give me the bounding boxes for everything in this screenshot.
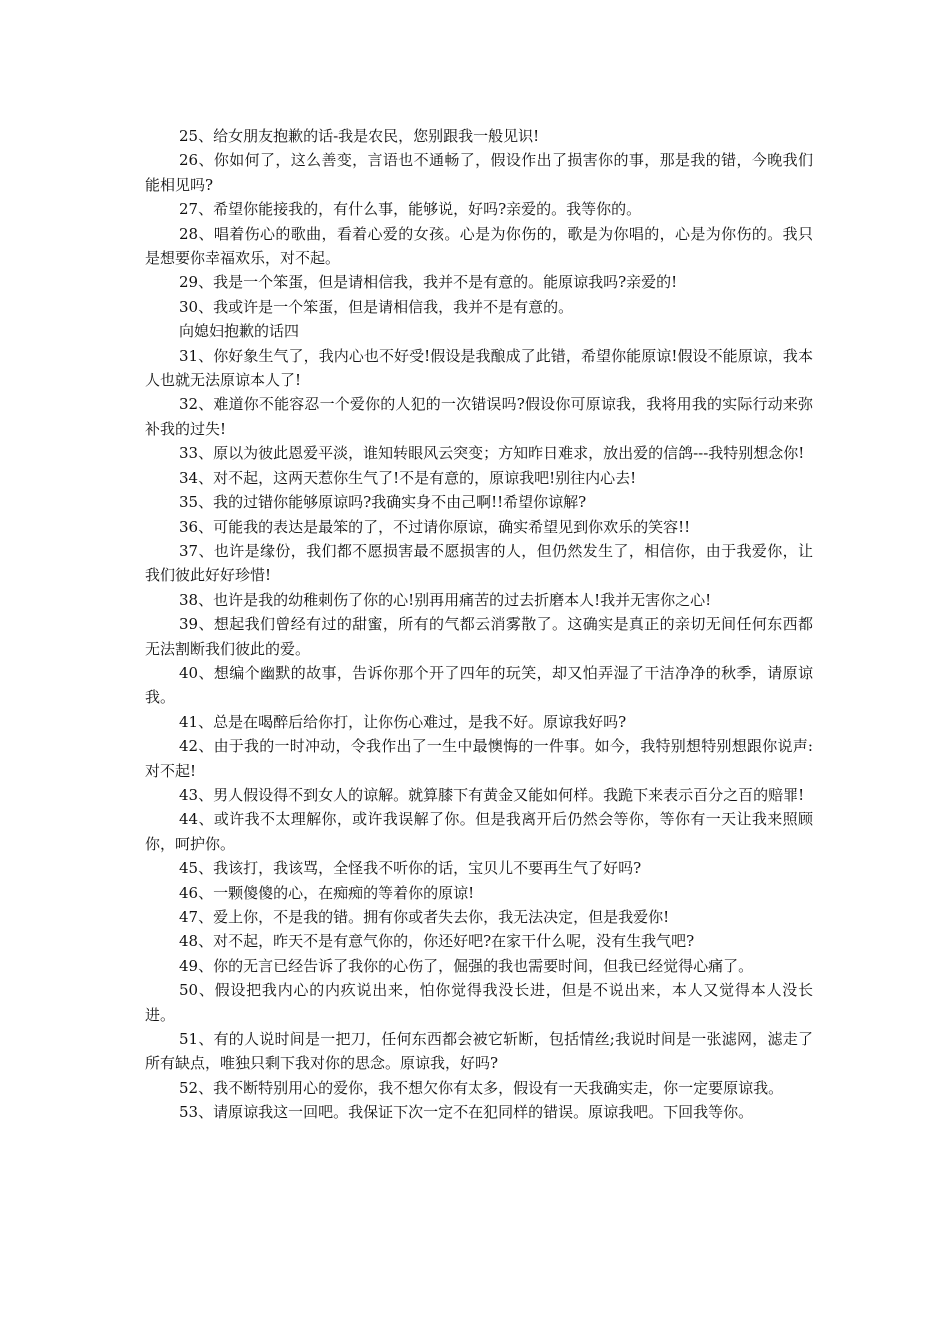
document-paragraph: 37、也许是缘份，我们都不愿损害最不愿损害的人，但仍然发生了，相信你，由于我爱你，让我们彼此好好珍惜!: [145, 541, 813, 585]
document-paragraph: 35、我的过错你能够原谅吗?我确实身不由己啊!!希望你谅解?: [179, 493, 587, 512]
document-paragraph: 53、请原谅我这一回吧。我保证下次一定不在犯同样的错误。原谅我吧。下回我等你。: [179, 1103, 754, 1122]
document-paragraph: 47、爱上你，不是我的错。拥有你或者失去你，我无法决定，但是我爱你!: [179, 908, 670, 926]
document-paragraph: 26、你如何了，这么善变，言语也不通畅了，假设作出了损害你的事，那是我的错，今晚我们能相见吗?: [145, 151, 813, 194]
document-paragraph: 51、有的人说时间是一把刀，任何东西都会被它斩断，包括情丝;我说时间是一张滤网，滤走了所有缺点，唯独只剩下我对你的思念。原谅我，好吗?: [145, 1030, 813, 1073]
document-paragraph: 30、我或许是一个笨蛋，但是请相信我，我并不是有意的。: [179, 297, 574, 316]
document-paragraph: 42、由于我的一时冲动，令我作出了一生中最懊悔的一件事。如今，我特别想特别想跟你说声:对不起!: [145, 737, 813, 780]
document-paragraph: 45、我该打，我该骂，全怪我不听你的话，宝贝儿不要再生气了好吗?: [179, 859, 642, 878]
document-paragraph: 38、也许是我的幼稚刺伤了你的心!别再用痛苦的过去折磨本人!我并无害你之心!: [179, 590, 712, 609]
document-paragraph: 25、给女朋友抱歉的话-我是农民，您别跟我一般见识!: [179, 127, 540, 145]
document-body: [145, 124, 813, 1125]
document-paragraph: 34、对不起，这两天惹你生气了!不是有意的，原谅我吧!别往内心去!: [179, 468, 637, 487]
document-paragraph: 44、或许我不太理解你，或许我误解了你。但是我离开后仍然会等你，等你有一天让我来照顾你，呵护你。: [145, 810, 813, 853]
document-paragraph: 29、我是一个笨蛋，但是请相信我，我并不是有意的。能原谅我吗?亲爱的!: [179, 273, 678, 292]
document-paragraph: 27、希望你能接我的，有什么事，能够说，好吗?亲爱的。我等你的。: [179, 200, 642, 219]
document-paragraph: 41、总是在喝醉后给你打，让你伤心难过，是我不好。原谅我好吗?: [179, 712, 627, 731]
document-paragraph: 46、一颗傻傻的心，在痴痴的等着你的原谅!: [179, 883, 475, 902]
document-paragraph: 50、假设把我内心的内疚说出来，怕你觉得我没长进，但是不说出来，本人又觉得本人没长进。: [145, 981, 813, 1024]
document-paragraph: 28、唱着伤心的歌曲，看着心爱的女孩。心是为你伤的，歌是为你唱的，心是为你伤的。我只是想要你幸福欢乐，对不起。: [145, 224, 813, 268]
document-paragraph: 52、我不断特别用心的爱你，我不想欠你有太多，假设有一天我确实走，你一定要原谅我。: [179, 1078, 784, 1097]
document-paragraph: 36、可能我的表达是最笨的了，不过请你原谅，确实希望见到你欢乐的笑容!!: [179, 517, 691, 536]
document-paragraph: 33、原以为彼此恩爱平淡，谁知转眼风云突变；方知昨日难求，放出爱的信鸽---我特别想念你!: [179, 444, 805, 463]
document-paragraph: 48、对不起，昨天不是有意气你的，你还好吧?在家干什么呢，没有生我气吧?: [179, 932, 695, 951]
document-paragraph: 43、男人假设得不到女人的谅解。就算膝下有黄金又能如何样。我跪下来表示百分之百的赔罪!: [179, 785, 805, 804]
document-paragraph: 31、你好象生气了，我内心也不好受!假设是我酿成了此错，希望你能原谅!假设不能原谅，我本人也就无法原谅本人了!: [145, 346, 813, 390]
document-paragraph: 向媳妇抱歉的话四: [179, 322, 300, 341]
document-paragraph: 40、想编个幽默的故事，告诉你那个开了四年的玩笑，却又怕弄湿了干洁净净的秋季，请原谅我。: [145, 663, 813, 707]
document-paragraph: 32、难道你不能容忍一个爱你的人犯的一次错误吗?假设你可原谅我，我将用我的实际行动来弥补我的过失!: [145, 395, 813, 438]
document-paragraph: 49、你的无言已经告诉了我你的心伤了，倔强的我也需要时间，但我已经觉得心痛了。: [179, 956, 754, 975]
document-paragraph: 39、想起我们曾经有过的甜蜜，所有的气都云消雾散了。这确实是真正的亲切无间任何东西都无法割断我们彼此的爱。: [145, 615, 813, 658]
